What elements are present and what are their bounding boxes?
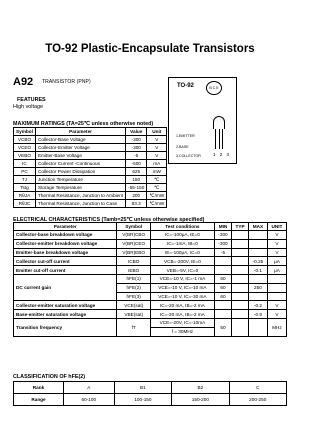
max-ratings-heading: MAXIMUM RATINGS (TA=25℃ unless otherwise noted) xyxy=(13,121,154,127)
table-cell: Emitter cut-off current xyxy=(14,266,117,275)
table-cell: V xyxy=(267,310,286,319)
table-cell: 150 xyxy=(126,176,147,184)
feature-item: High voltage xyxy=(13,104,43,110)
table-cell: 250 xyxy=(249,283,268,292)
column-header: Test conditions xyxy=(150,223,214,231)
table-cell: Collector-base breakdown voltage xyxy=(14,231,117,240)
table-cell xyxy=(232,301,249,310)
table-cell: Junction Temperature xyxy=(35,176,125,184)
column-header: MIN xyxy=(214,223,231,231)
table-row xyxy=(14,257,287,266)
table-cell: 83.3 xyxy=(126,200,147,208)
table-cell: V xyxy=(147,144,167,152)
table-cell: fT xyxy=(117,318,150,336)
pin-label-collector: 3.COLLECTOR xyxy=(176,154,201,158)
table-cell: B1 xyxy=(114,382,171,394)
table-cell: mA xyxy=(147,160,167,168)
table-cell: Collector cut-off current xyxy=(14,257,117,266)
table-cell: VCEO xyxy=(14,144,36,152)
table-row xyxy=(14,176,167,184)
table-cell: μA xyxy=(267,266,286,275)
table-cell: Storage Temperature xyxy=(35,184,125,192)
table-cell xyxy=(232,231,249,240)
table-cell xyxy=(232,318,249,336)
pin-numbers: 1 2 3 xyxy=(213,152,231,157)
table-cell: Emitter-base breakdown voltage xyxy=(14,248,117,257)
table-cell: V xyxy=(267,231,286,240)
table-cell: -0.25 xyxy=(249,257,268,266)
pin-label-emitter: 1.EMITTER xyxy=(176,134,195,138)
table-row xyxy=(14,266,287,275)
table-row xyxy=(14,184,167,192)
table-cell: f = 30MHz xyxy=(150,327,214,336)
table-cell: IC=-100μA, IE=0 xyxy=(150,231,214,240)
table-cell: 200 xyxy=(126,192,147,200)
table-cell: μA xyxy=(267,257,286,266)
table-cell: MHz xyxy=(267,318,286,336)
table-cell: VCB=-200V, IE=0 xyxy=(150,257,214,266)
table-cell: -55-150 xyxy=(126,184,147,192)
table-cell: 60 xyxy=(214,274,231,283)
table-cell: B2 xyxy=(172,382,229,394)
table-cell xyxy=(267,274,286,283)
table-cell: Collector Current -Continuous xyxy=(35,160,125,168)
table-row xyxy=(14,310,287,319)
table-cell xyxy=(214,301,231,310)
pin-label-base: 2.BASE xyxy=(176,145,189,149)
classification-heading: CLASSIFICATION OF hFE(2) xyxy=(13,374,86,380)
table-row xyxy=(14,248,287,257)
table-cell xyxy=(232,239,249,248)
table-cell: mW xyxy=(147,168,167,176)
table-cell: Rank xyxy=(14,382,64,394)
features-heading: FEATURES xyxy=(17,97,46,103)
column-header: Symbol xyxy=(14,128,36,136)
table-cell: IC xyxy=(14,160,36,168)
part-number: A92 xyxy=(13,76,34,88)
column-header: Parameter xyxy=(14,223,117,231)
column-header: TYP xyxy=(232,223,249,231)
table-cell: VCE=-10 V, IC=-10 mA xyxy=(150,283,214,292)
table-cell: 60-100 xyxy=(63,394,114,406)
table-cell: 200-250 xyxy=(229,394,286,406)
table-cell: VCE=-10 V, IC=-1 mA xyxy=(150,274,214,283)
table-cell: RθJC xyxy=(14,200,36,208)
electrical-table xyxy=(13,222,287,337)
table-cell: ℃/mW xyxy=(147,192,167,200)
table-cell: V(BR)CEO xyxy=(117,239,150,248)
table-cell: V xyxy=(147,152,167,160)
table-cell: V xyxy=(147,136,167,144)
table-cell: 60 xyxy=(214,292,231,301)
table-row xyxy=(14,136,167,144)
table-cell: PC xyxy=(14,168,36,176)
table-cell: V xyxy=(267,248,286,257)
table-row xyxy=(14,168,167,176)
table-cell: 625 xyxy=(126,168,147,176)
transistor-leads-icon xyxy=(215,129,223,149)
table-cell: -500 xyxy=(126,160,147,168)
table-cell: Tstg xyxy=(14,184,36,192)
table-cell: IC=-20 mA, IB=-2 mA xyxy=(150,310,214,319)
table-cell: Transition frequency xyxy=(14,318,117,336)
max-ratings-table xyxy=(13,127,167,208)
column-header: UNIT xyxy=(267,223,286,231)
column-header: Parameter xyxy=(35,128,125,136)
table-cell: hFE(3) xyxy=(117,292,150,301)
table-cell: VCBO xyxy=(14,136,36,144)
table-cell: Thermal Resistance, Junction to Ambient xyxy=(35,192,125,200)
table-cell: 150-200 xyxy=(172,394,229,406)
range-row xyxy=(14,394,287,406)
table-cell: Collector-Emitter Voltage xyxy=(35,144,125,152)
table-cell: VEBO xyxy=(14,152,36,160)
table-cell: -5 xyxy=(126,152,147,160)
pin-layout-icon: B C E xyxy=(206,81,222,95)
table-cell: ℃ xyxy=(147,176,167,184)
table-row xyxy=(14,318,287,327)
table-cell xyxy=(232,292,249,301)
table-cell: VCE=-20V, IC=-10mA xyxy=(150,318,214,327)
table-cell: RθJA xyxy=(14,192,36,200)
transistor-body-icon xyxy=(213,116,225,129)
column-header: Symbol xyxy=(117,223,150,231)
table-cell xyxy=(214,266,231,275)
table-cell: Thermal Resistance, Junction to Case xyxy=(35,200,125,208)
rank-row xyxy=(14,382,287,394)
package-name: TO-92 xyxy=(177,83,194,89)
table-cell: hFE(1) xyxy=(117,274,150,283)
table-cell: VCE(sat) xyxy=(117,301,150,310)
table-cell xyxy=(232,283,249,292)
table-cell: ℃ xyxy=(147,184,167,192)
table-cell: IC=-20 mA, IB=-2 mA xyxy=(150,301,214,310)
table-cell xyxy=(267,292,286,301)
part-type: TRANSISTOR (PNP) xyxy=(42,79,91,85)
table-cell xyxy=(232,310,249,319)
table-cell: -300 xyxy=(126,136,147,144)
table-cell xyxy=(214,310,231,319)
table-cell: -0.2 xyxy=(249,301,268,310)
table-cell xyxy=(249,292,268,301)
column-header: MAX xyxy=(249,223,268,231)
table-cell: VBE(sat) xyxy=(117,310,150,319)
table-row xyxy=(14,160,167,168)
table-cell: IE=-100μA, IC=0 xyxy=(150,248,214,257)
table-cell: A xyxy=(63,382,114,394)
table-cell xyxy=(214,257,231,266)
electrical-heading: ELECTRICAL CHARACTERISTICS (Tamb=25℃ unless otherwise specified) xyxy=(13,217,205,223)
table-cell: VCE=-10 V, IC=-30 mA xyxy=(150,292,214,301)
table-cell: 50 xyxy=(214,318,231,336)
table-cell: -0.1 xyxy=(249,266,268,275)
table-cell: ICBO xyxy=(117,257,150,266)
table-cell: -300 xyxy=(126,144,147,152)
table-cell: V(BR)CBO xyxy=(117,231,150,240)
table-cell: Emitter-Base Voltage xyxy=(35,152,125,160)
table-cell: TJ xyxy=(14,176,36,184)
table-cell xyxy=(232,257,249,266)
table-cell: Base-emitter saturation voltage xyxy=(14,310,117,319)
table-cell: -0.9 xyxy=(249,310,268,319)
table-cell: V(BR)EBO xyxy=(117,248,150,257)
table-row xyxy=(14,192,167,200)
table-cell xyxy=(249,248,268,257)
table-cell xyxy=(249,274,268,283)
table-cell: DC current gain xyxy=(14,274,117,300)
table-cell: IC=-1mA, IB=0 xyxy=(150,239,214,248)
table-cell: Collector Power Dissipation xyxy=(35,168,125,176)
column-header: Value xyxy=(126,128,147,136)
table-row xyxy=(14,274,287,283)
column-header: Unit xyxy=(147,128,167,136)
table-cell: V xyxy=(267,301,286,310)
table-row xyxy=(14,152,167,160)
table-cell: Collector-emitter breakdown voltage xyxy=(14,239,117,248)
table-row xyxy=(14,200,167,208)
table-row xyxy=(14,231,287,240)
table-cell: C xyxy=(229,382,286,394)
table-cell: -300 xyxy=(214,231,231,240)
table-cell: -300 xyxy=(214,239,231,248)
package-diagram xyxy=(168,77,237,164)
table-cell: Range xyxy=(14,394,64,406)
table-cell: -5 xyxy=(214,248,231,257)
table-cell xyxy=(249,231,268,240)
table-row xyxy=(14,301,287,310)
table-cell xyxy=(267,283,286,292)
table-cell: 100-150 xyxy=(114,394,171,406)
table-cell: IEBO xyxy=(117,266,150,275)
table-cell xyxy=(249,239,268,248)
table-cell: Collector-emitter saturation voltage xyxy=(14,301,117,310)
table-cell: Collector-Base Voltage xyxy=(35,136,125,144)
table-cell xyxy=(232,248,249,257)
table-cell xyxy=(249,318,268,336)
table-cell xyxy=(232,266,249,275)
table-cell: hFE(2) xyxy=(117,283,150,292)
table-cell: ℃/mW xyxy=(147,200,167,208)
table-cell: 60 xyxy=(214,283,231,292)
table-cell: V xyxy=(267,239,286,248)
page-title: TO-92 Plastic-Encapsulate Transistors xyxy=(45,43,255,55)
table-row xyxy=(14,144,167,152)
table-cell: VEB=-5V, IC=0 xyxy=(150,266,214,275)
classification-table xyxy=(13,381,287,406)
table-cell xyxy=(232,274,249,283)
table-row xyxy=(14,239,287,248)
